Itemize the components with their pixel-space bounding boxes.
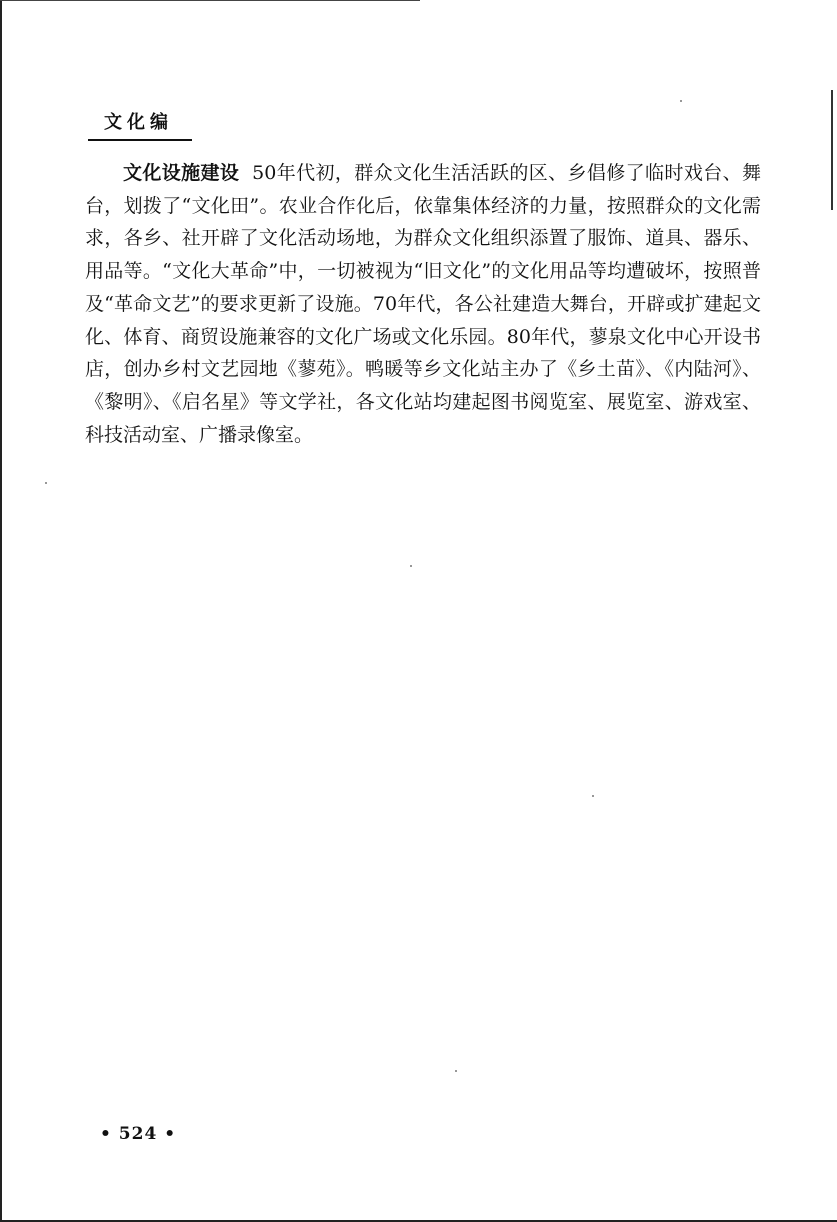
scan-speck — [45, 482, 47, 484]
scan-speck — [592, 795, 594, 797]
scan-edge-mark — [831, 90, 833, 210]
scan-speck — [410, 565, 412, 567]
running-header-title: 文化编 — [104, 112, 173, 133]
entry-text: 50年代初，群众文化生活活跃的区、乡倡修了临时戏台、舞台，划拨了“文化田”。农业合作化后，依靠集体经济的力量，按照群众的文化需求，各乡、社开辟了文化活动场地，为群众文化组织添置了服饰、道具、器乐、用品等。“文化大革命”中，一切被视为“旧文化”的文化用品等均遭破坏，按照普及“革命文艺”的要求更新了设施。70年代，各公社建造大舞台，开辟或扩建起文化、体育、商贸设施兼容的文化广场或文化乐园。80年代，蓼泉文化中心开设书店，创办乡村文艺园地《蓼苑》。鸭暖等乡文化站主办了《乡土苗》、《内陆河》、《黎明》、《启名星》等文学社，各文化站均建起图书阅览室、展览室、游戏室、科技活动室、广播录像室。 — [85, 162, 761, 446]
scan-speck — [455, 1070, 457, 1072]
scan-speck — [680, 100, 682, 102]
page-number: • 524 • — [100, 1124, 177, 1144]
entry-heading: 文化设施建设 — [123, 162, 240, 184]
entry-paragraph — [85, 157, 761, 451]
running-header — [88, 111, 192, 141]
top-edge-line — [0, 0, 420, 1]
